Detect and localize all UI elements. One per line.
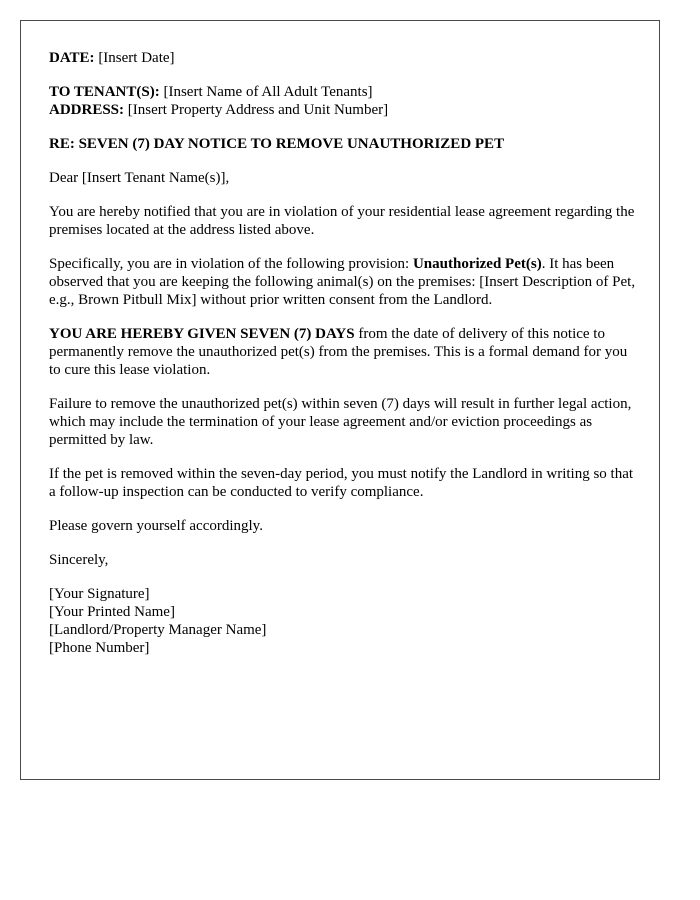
phone-number: [Phone Number] [49, 640, 150, 656]
paragraph-violation: You are hereby notified that you are in violation of your residential lease agreement regarding the premises located at the address listed above. [49, 204, 635, 238]
address-label: ADDRESS: [49, 102, 125, 118]
tenant-label: TO TENANT(S): [49, 84, 160, 100]
notice-content [49, 49, 639, 657]
closing: Sincerely, [49, 552, 109, 568]
demand-detail: from the date of delivery of this notice to permanently remove the unauthorized pet(s) from the premises. This is a formal demand for you to cure this lease violation. [49, 326, 628, 378]
demand-emphasis: YOU ARE HEREBY GIVEN SEVEN (7) DAYS [49, 326, 355, 342]
address-line [49, 101, 639, 119]
provision-detail: . It has been observed that you are keeping the following animal(s) on the premises: [Insert Description of Pet, e.g., Brown Pitbull Mix] without prior written consent from the Landlord. [49, 256, 636, 308]
tenant-line [49, 83, 639, 101]
address-value: [Insert Property Address and Unit Number] [127, 102, 389, 118]
subject-line [49, 135, 639, 153]
paragraph-compliance: If the pet is removed within the seven-day period, you must notify the Landlord in writing so that a follow-up inspection can be conducted to verify compliance. [49, 466, 634, 500]
notice-page [20, 20, 660, 780]
date-line [49, 49, 639, 67]
provision-name: Unauthorized Pet(s) [412, 256, 542, 272]
signature-block [49, 585, 639, 657]
salutation: Dear [Insert Tenant Name(s)], [49, 170, 230, 186]
tenant-value: [Insert Name of All Adult Tenants] [163, 84, 373, 100]
printed-name: [Your Printed Name] [49, 604, 175, 620]
date-value: [Insert Date] [98, 50, 175, 66]
subject-text: RE: SEVEN (7) DAY NOTICE TO REMOVE UNAUTHORIZED PET [49, 136, 505, 152]
provision-intro: Specifically, you are in violation of the following provision: [49, 256, 413, 272]
date-label: DATE: [49, 50, 95, 66]
paragraph-consequence: Failure to remove the unauthorized pet(s) within seven (7) days will result in further legal action, which may include the termination of your lease agreement and/or eviction proceedings as permitted by law. [49, 396, 632, 448]
landlord-name: [Landlord/Property Manager Name] [49, 622, 267, 638]
recipient-block [49, 83, 639, 119]
signature-line: [Your Signature] [49, 586, 150, 602]
paragraph-govern: Please govern yourself accordingly. [49, 518, 263, 534]
paragraph-provision [49, 255, 639, 309]
paragraph-demand [49, 325, 639, 379]
